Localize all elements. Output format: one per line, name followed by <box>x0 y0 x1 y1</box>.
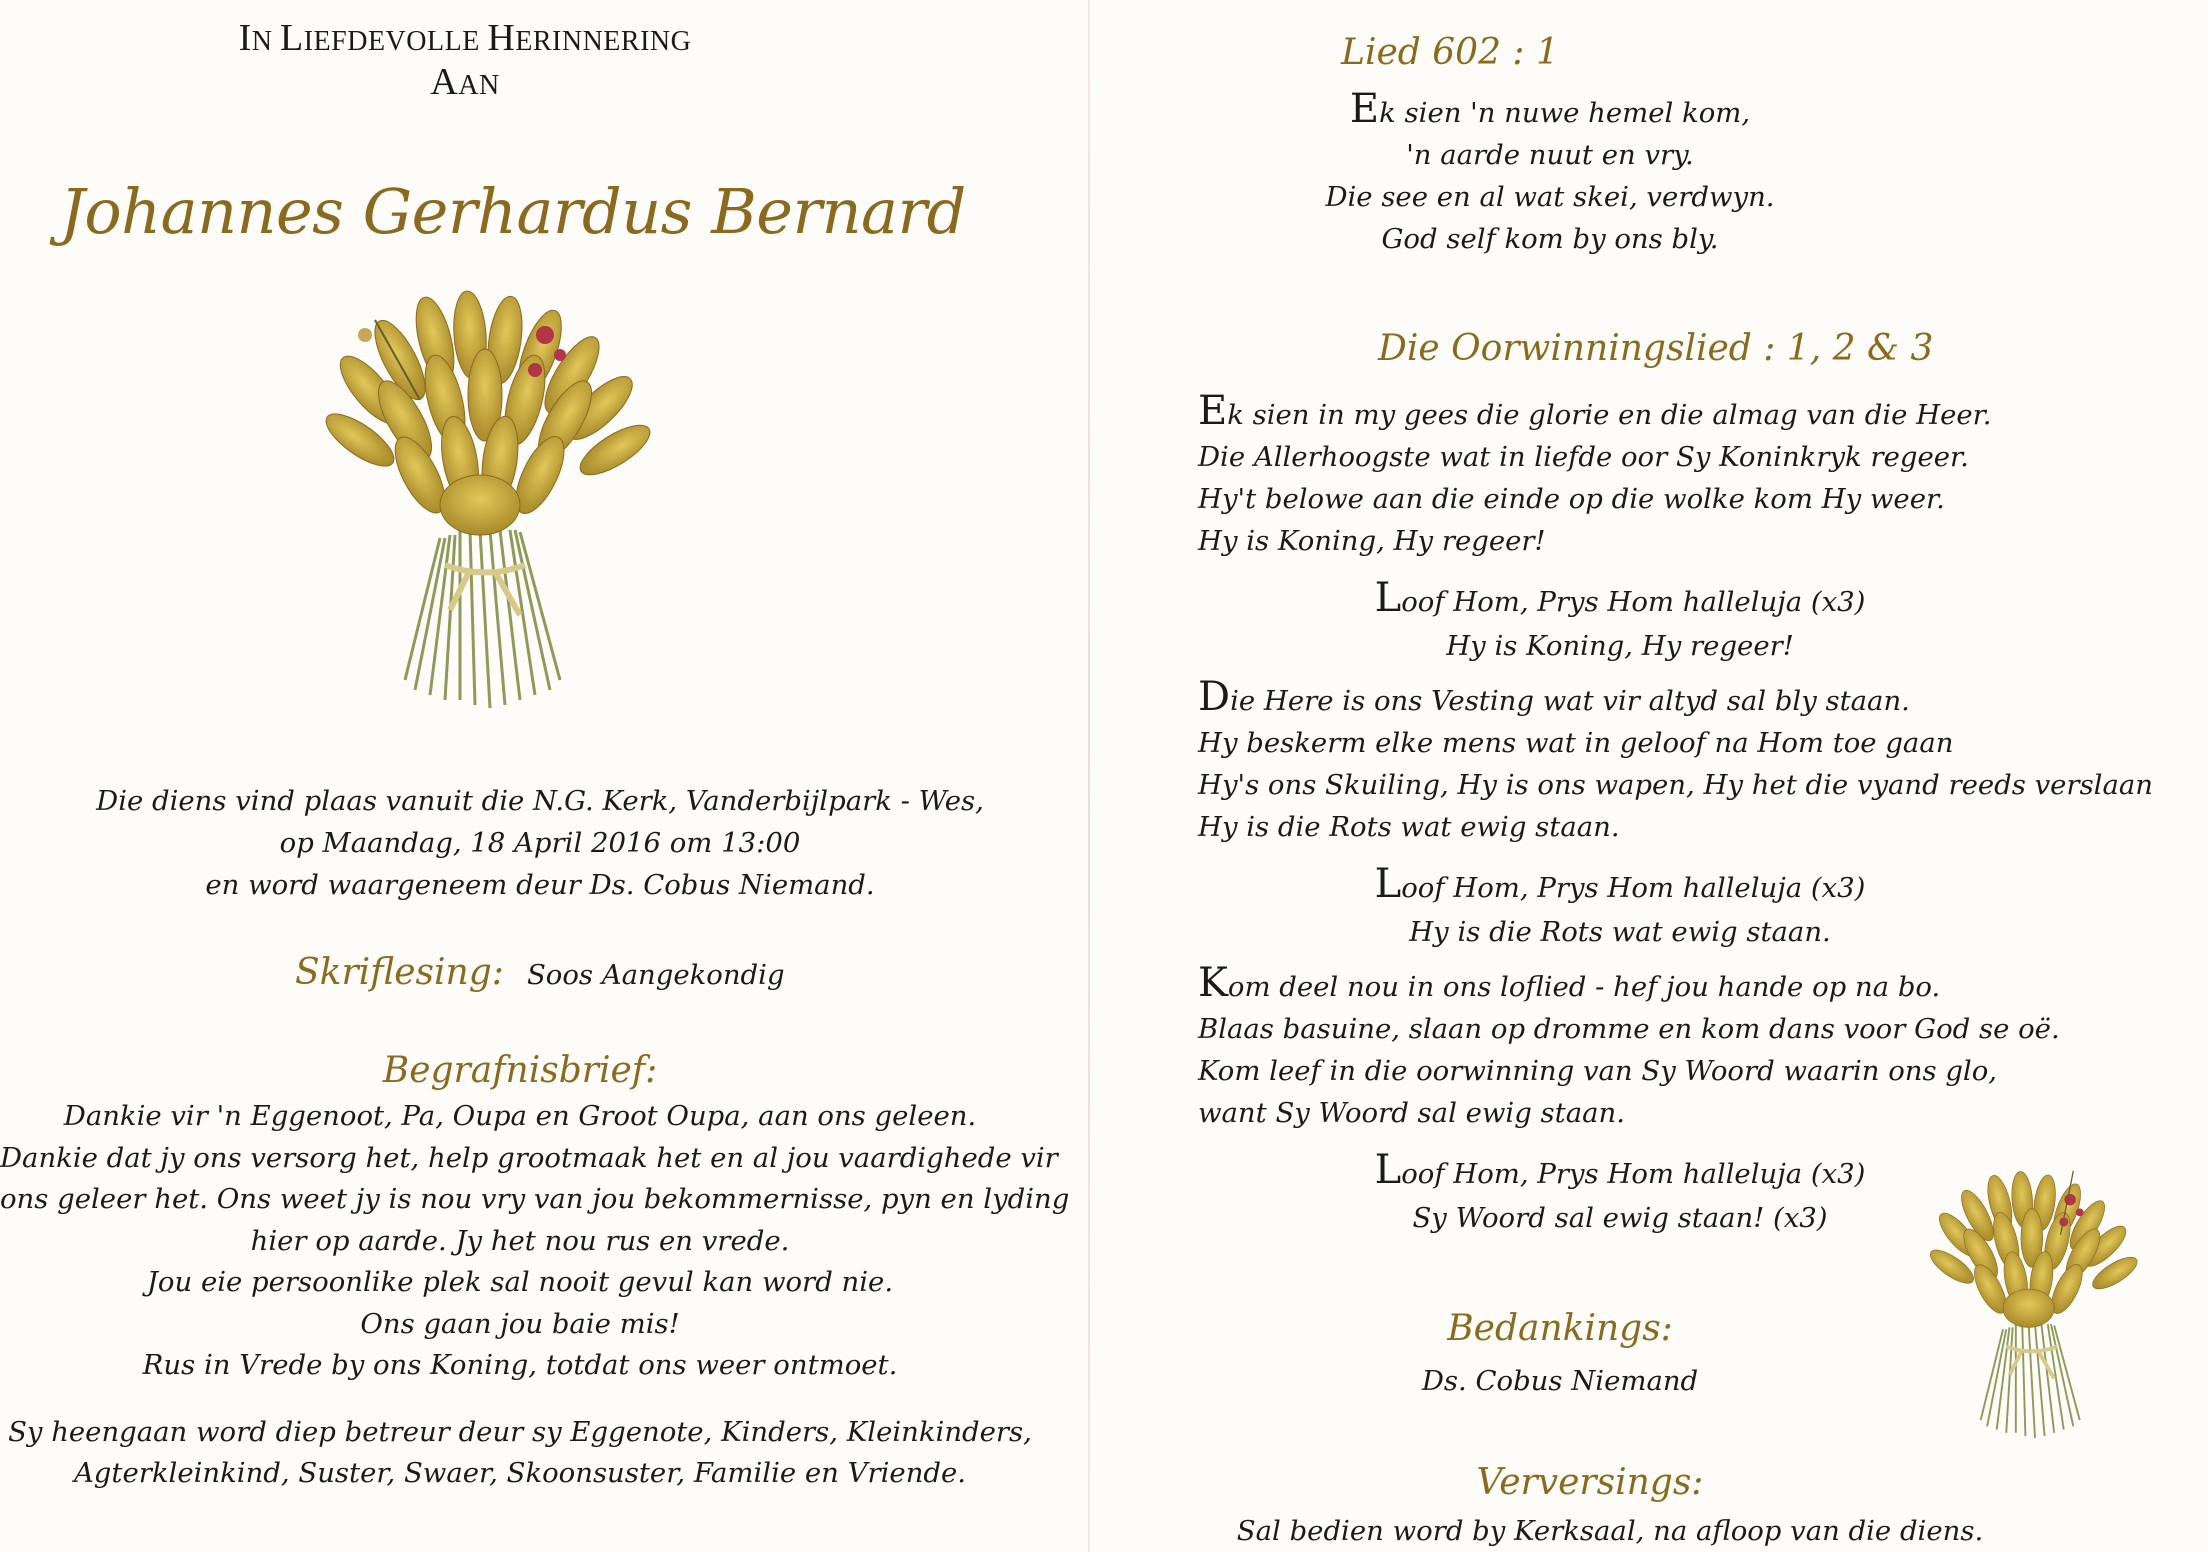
hymn-line: Ek sien in my gees die glorie en die almag van die Heer. <box>1198 388 1992 434</box>
hymn1-title: Lied 602 : 1 <box>1341 32 1559 73</box>
mourners <box>0 1412 1040 1494</box>
deceased-name: Johannes Gerhardus Bernard <box>60 175 966 248</box>
service-line: Die diens vind plaas vanuit die N.G. Kerk, Vanderbijlpark - Wes, <box>96 785 984 817</box>
header-line-1: IN LIEFDEVOLLE HERINNERING <box>238 17 692 59</box>
hymn-line: Die Here is ons Vesting wat vir altyd sal bly staan. <box>1198 674 1910 720</box>
hymn-line: Ek sien 'n nuwe hemel kom, <box>1349 86 1751 132</box>
right-page <box>1090 0 2208 1552</box>
wheat-sheaf-icon <box>310 280 670 720</box>
mourners-line: Agterkleinkind, Suster, Swaer, Skoonsuster, Familie en Vriende. <box>73 1457 967 1489</box>
chorus-line: Hy is Koning, Hy regeer! <box>1446 630 1794 662</box>
memorial-header <box>175 18 755 106</box>
wheat-sheaf-small-icon <box>1920 1125 2150 1485</box>
hymn-line: Die see en al wat skei, verdwyn. <box>1325 181 1775 213</box>
header-line-2: AAN <box>430 61 500 103</box>
left-page <box>0 0 1090 1552</box>
hymn-line: 'n aarde nuut en vry. <box>1406 139 1694 171</box>
hymn-line: God self kom by ons bly. <box>1381 223 1719 255</box>
letter-line: ons geleer het. Ons weet jy is nou vry van jou bekommernisse, pyn en lyding <box>0 1183 1070 1215</box>
hymn-line: Hy's ons Skuiling, Hy is ons wapen, Hy het die vyand reeds verslaan <box>1198 769 2153 801</box>
refreshments-title: Verversings: <box>1476 1462 1704 1503</box>
service-line: en word waargeneem deur Ds. Cobus Niemand. <box>205 869 875 901</box>
scripture-value: Soos Aangekondig <box>526 959 785 991</box>
hymn-line: Blaas basuine, slaan op dromme en kom dans voor God se oë. <box>1198 1013 2060 1045</box>
letter-title: Begrafnisbrief: <box>382 1050 658 1091</box>
letter-line: Ons gaan jou baie mis! <box>360 1307 680 1340</box>
hymn-line: Die Allerhoogste wat in liefde oor Sy Koninkryk regeer. <box>1198 441 1969 473</box>
hymn-line: Hy beskerm elke mens wat in geloof na Hom toe gaan <box>1198 727 1954 759</box>
letter-line: Dankie vir 'n Eggenoot, Pa, Oupa en Groot Oupa, aan ons geleen. <box>63 1100 977 1132</box>
hymn2-verse1 <box>1198 390 1992 562</box>
hymn2-title: Die Oorwinningslied : 1, 2 & 3 <box>1378 328 1934 369</box>
letter-line: hier op aarde. Jy het nou rus en vrede. <box>250 1224 790 1257</box>
chorus-line: Loof Hom, Prys Hom halleluja (x3) <box>1374 861 1866 907</box>
chorus-line: Loof Hom, Prys Hom halleluja (x3) <box>1374 575 1866 621</box>
hymn-line: Hy't belowe aan die einde op die wolke kom Hy weer. <box>1198 483 1945 515</box>
letter-line: Dankie dat jy ons versorg het, help grootmaak het en al jou vaardighede vir <box>0 1141 1058 1174</box>
hymn2-chorus3 <box>1360 1148 1880 1240</box>
hymn-line: want Sy Woord sal ewig staan. <box>1198 1097 1625 1129</box>
refreshments-value: Sal bedien word by Kerksaal, na afloop van die diens. <box>1236 1515 1984 1547</box>
hymn2-chorus1 <box>1360 576 1880 668</box>
hymn-line: Hy is die Rots wat ewig staan. <box>1198 811 1620 843</box>
hymn-line: Kom deel nou in ons loflied - hef jou hande op na bo. <box>1198 960 1941 1006</box>
chorus-line: Sy Woord sal ewig staan! (x3) <box>1412 1202 1828 1234</box>
hymn2-verse3 <box>1198 962 2060 1134</box>
hymn-line: Kom leef in die oorwinning van Sy Woord waarin ons glo, <box>1198 1055 1998 1087</box>
thanks-title: Bedankings: <box>1447 1308 1673 1349</box>
letter-line: Jou eie persoonlike plek sal nooit gevul kan word nie. <box>146 1266 894 1298</box>
mourners-line: Sy heengaan word diep betreur deur sy Eggenote, Kinders, Kleinkinders, <box>8 1416 1032 1448</box>
scripture-label: Skriflesing: <box>295 952 504 993</box>
scripture-reading <box>295 952 785 996</box>
hymn-line: Hy is Koning, Hy regeer! <box>1198 525 1546 557</box>
thanks-value: Ds. Cobus Niemand <box>1421 1365 1699 1397</box>
funeral-letter <box>0 1096 1070 1387</box>
chorus-line: Loof Hom, Prys Hom halleluja (x3) <box>1374 1147 1866 1193</box>
service-details <box>60 780 1020 906</box>
chorus-line: Hy is die Rots wat ewig staan. <box>1409 916 1831 948</box>
hymn2-verse2 <box>1198 676 2153 848</box>
hymn1-verse <box>1290 88 1810 260</box>
hymn2-chorus2 <box>1360 862 1880 954</box>
service-line: op Maandag, 18 April 2016 om 13:00 <box>279 827 801 859</box>
letter-line: Rus in Vrede by ons Koning, totdat ons weer ontmoet. <box>142 1349 898 1381</box>
